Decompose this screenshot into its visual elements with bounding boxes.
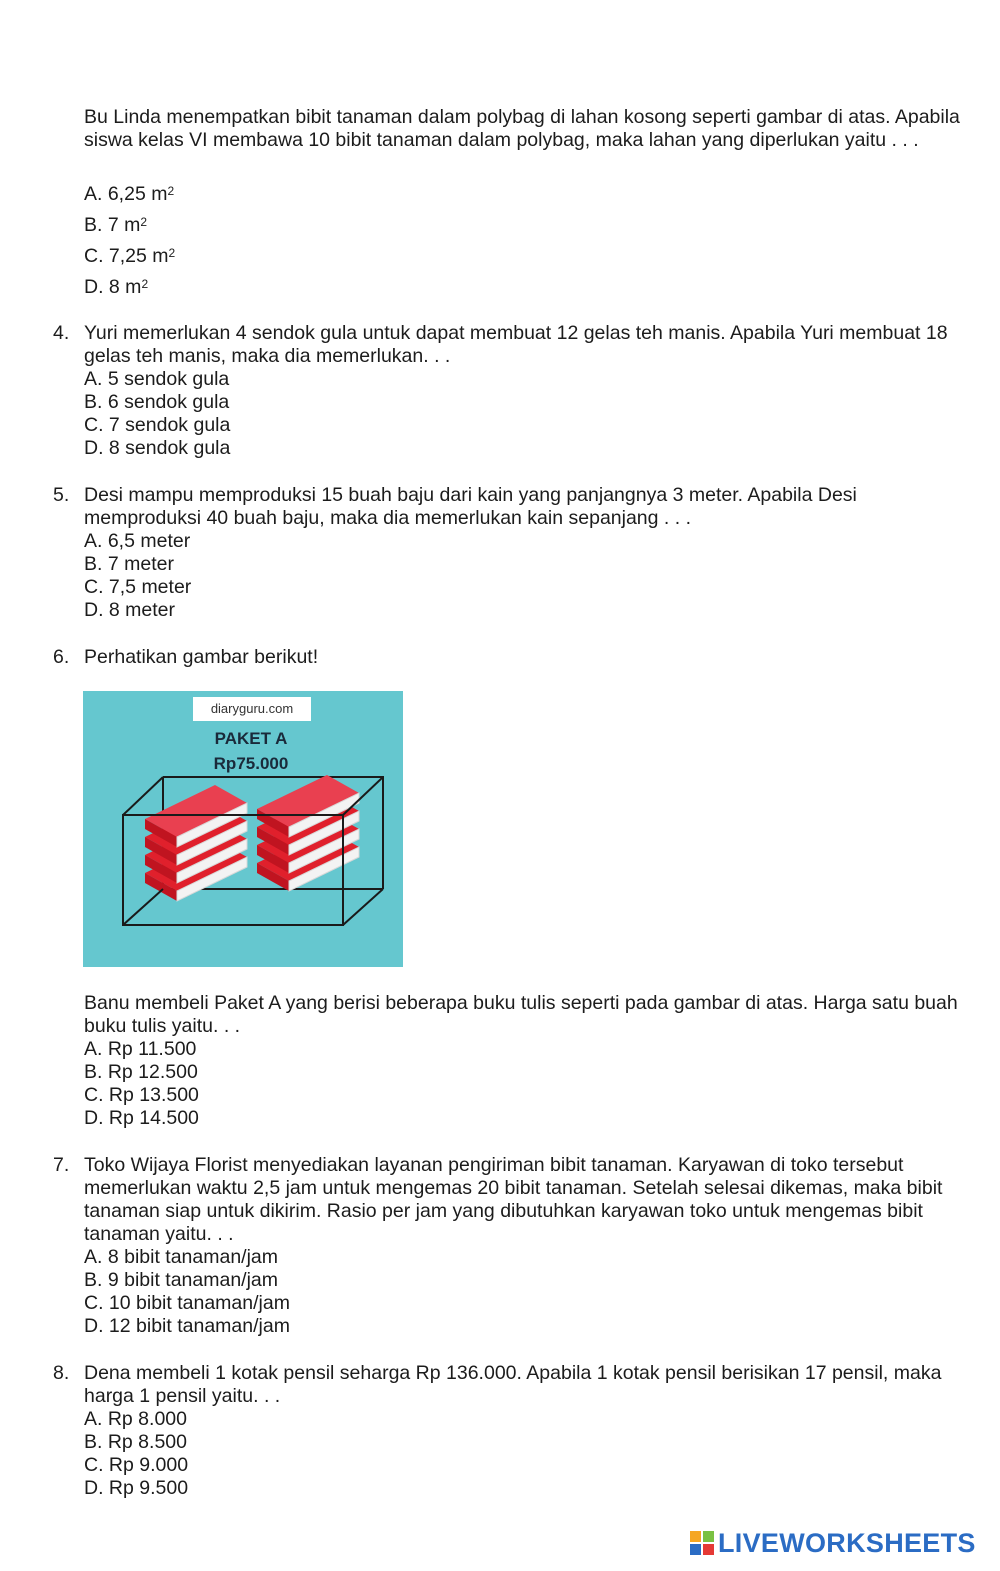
q5-text: Desi mampu memproduksi 15 buah baju dari kain yang panjangnya 3 meter. Apabila Desi memproduksi 40 buah baju, maka dia memerlukan kain sepanjang . . . bbox=[84, 484, 857, 529]
q4-option-b[interactable]: B. 6 sendok gula bbox=[84, 391, 230, 413]
liveworksheets-logo[interactable] bbox=[690, 1527, 976, 1559]
q5-option-b[interactable]: B. 7 meter bbox=[84, 553, 174, 575]
q3-option-a[interactable]: A. 6,25 $m^2$ bbox=[84, 183, 175, 205]
q7-option-d[interactable]: D. 12 bibit tanaman/jam bbox=[84, 1315, 290, 1337]
q4-text: Yuri memerlukan 4 sendok gula untuk dapat membuat 12 gelas teh manis. Apabila Yuri membuat 18 gelas teh manis, maka dia memerlukan. . . bbox=[84, 322, 948, 367]
q8-option-b[interactable]: B. Rp 8.500 bbox=[84, 1431, 187, 1453]
q7-option-a[interactable]: A. 8 bibit tanaman/jam bbox=[84, 1246, 279, 1268]
q8-option-c[interactable]: C. Rp 9.000 bbox=[84, 1454, 189, 1476]
liveworksheets-logo-icon bbox=[690, 1531, 714, 1555]
q3-option-b[interactable]: B. 7 $m^2$ bbox=[84, 214, 148, 236]
q4-option-a[interactable]: A. 5 sendok gula bbox=[84, 368, 230, 390]
q6-text: Banu membeli Paket A yang berisi beberapa buku tulis seperti pada gambar di atas. Harga satu buah buku tulis yaitu. . . bbox=[84, 992, 958, 1037]
q7-text: Toko Wijaya Florist menyediakan layanan pengiriman bibit tanaman. Karyawan di toko tersebut memerlukan waktu 2,5 jam untuk mengemas 20 bibit tanaman. Setelah selesai dikemas, maka bibit tanaman siap untuk dikirim. Rasio per jam yang dibutuhkan karyawan toko untuk mengemas bibit tanaman yaitu. . . bbox=[84, 1154, 943, 1245]
q3-option-c[interactable]: C. 7,25 $m^2$ bbox=[84, 245, 176, 267]
q8-number: 8. bbox=[53, 1362, 70, 1384]
q6-option-a[interactable]: A. Rp 11.500 bbox=[84, 1038, 197, 1060]
q7-option-c[interactable]: C. 10 bibit tanaman/jam bbox=[84, 1292, 290, 1314]
q3-option-d[interactable]: D. 8 $m^2$ bbox=[84, 276, 149, 298]
q6-intro: Perhatikan gambar berikut! bbox=[84, 646, 319, 668]
q8-text: Dena membeli 1 kotak pensil seharga Rp 136.000. Apabila 1 kotak pensil berisikan 17 pensil, maka harga 1 pensil yaitu. . . bbox=[84, 1362, 942, 1407]
box-with-books-illustration bbox=[83, 691, 403, 967]
q5-option-c[interactable]: C. 7,5 meter bbox=[84, 576, 192, 598]
q4-option-d[interactable]: D. 8 sendok gula bbox=[84, 437, 231, 459]
q3-text: Bu Linda menempatkan bibit tanaman dalam polybag di lahan kosong seperti gambar di atas. Apabila siswa kelas VI membawa 10 bibit tanaman dalam polybag, maka lahan yang diperlukan yaitu . . . bbox=[84, 106, 960, 151]
paket-a-figure bbox=[83, 691, 403, 967]
q6-option-d[interactable]: D. Rp 14.500 bbox=[84, 1107, 199, 1129]
q5-number: 5. bbox=[53, 484, 70, 506]
liveworksheets-brand-text: LIVEWORKSHEETS bbox=[718, 1527, 976, 1558]
q6-option-b[interactable]: B. Rp 12.500 bbox=[84, 1061, 198, 1083]
q5-option-d[interactable]: D. 8 meter bbox=[84, 599, 176, 621]
q8-option-d[interactable]: D. Rp 9.500 bbox=[84, 1477, 189, 1499]
q4-number: 4. bbox=[53, 322, 70, 344]
q8-option-a[interactable]: A. Rp 8.000 bbox=[84, 1408, 187, 1430]
figure-package-price: Rp75.000 bbox=[213, 754, 289, 773]
q7-number: 7. bbox=[53, 1154, 70, 1176]
q5-option-a[interactable]: A. 6,5 meter bbox=[84, 530, 191, 552]
q6-option-c[interactable]: C. Rp 13.500 bbox=[84, 1084, 199, 1106]
q6-number: 6. bbox=[53, 646, 70, 668]
q7-option-b[interactable]: B. 9 bibit tanaman/jam bbox=[84, 1269, 279, 1291]
book-stack-left bbox=[145, 785, 247, 901]
q4-option-c[interactable]: C. 7 sendok gula bbox=[84, 414, 231, 436]
figure-package-title: PAKET A bbox=[214, 729, 288, 748]
figure-site-label: diaryguru.com bbox=[193, 697, 311, 721]
